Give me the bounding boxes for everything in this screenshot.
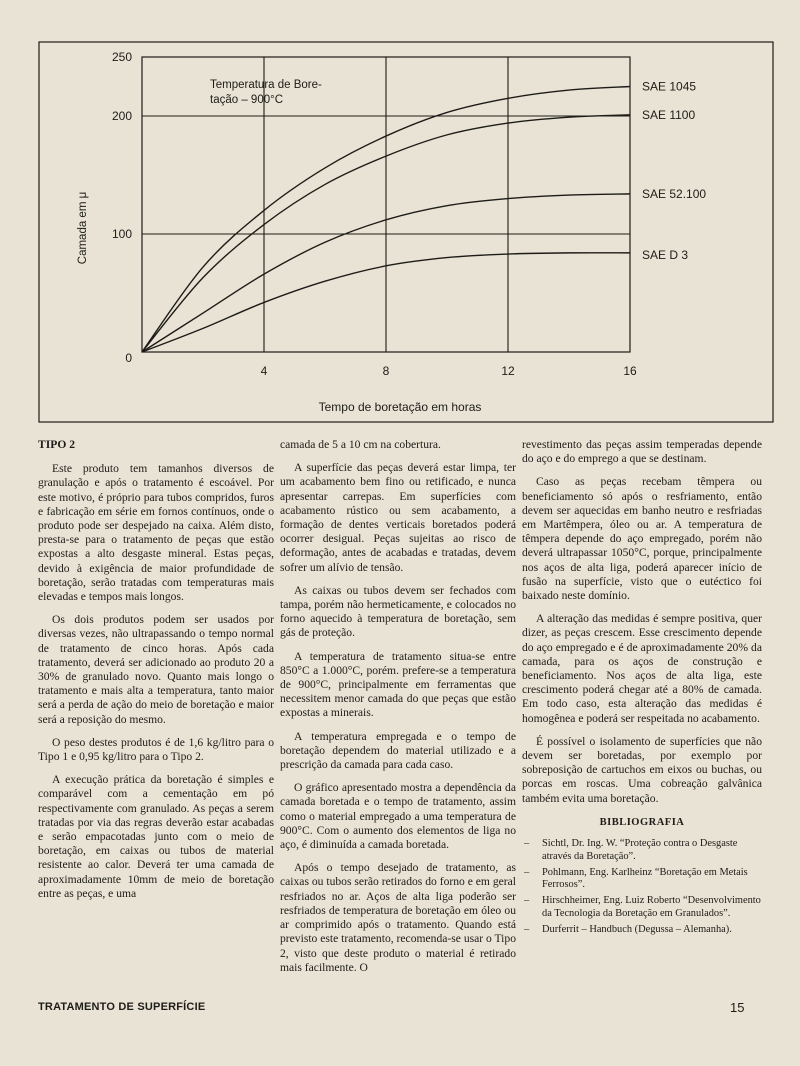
page-number: 15 (730, 1000, 745, 1015)
paragraph: camada de 5 a 10 cm na cobertura. (280, 438, 441, 451)
chart-series (142, 80, 706, 353)
paragraph: O peso destes produtos é de 1,6 kg/litro para o Tipo 1 e 0,95 kg/litro para o Tipo 2. (38, 735, 274, 764)
y-tick-label: 0 (125, 351, 132, 365)
footer-title: TRATAMENTO DE SUPERFÍCIE (38, 1001, 206, 1013)
paragraph: A superfície das peças deverá estar limpa, ter um acabamento bem fino ou retificado, e nunca apresentar carrepas. Em superfícies com acabamento rústico ou sem acabamento, a formação de dentes verticais boretados poderá ocorrer desigual. Peças sujeitas ao risco de deformação, antes de acabadas e tratadas, devem sofrer um alívio de tensão. (280, 461, 516, 574)
x-tick-label: 4 (260, 364, 268, 378)
x-tick-label: 16 (623, 364, 637, 378)
bibliography-title: BIBLIOGRAFIA (599, 816, 685, 828)
chart-ticks (112, 50, 637, 378)
paragraph: A temperatura de tratamento situa-se entre 850°C a 1.000°C, porém. prefere-se a temperatura de 900°C, principalmente em ferramentas que necessitem menor camada do que peças que estão expostas a minerais. (280, 649, 516, 720)
series-label: SAE D 3 (642, 247, 689, 262)
chart-annotation-line-2: tação – 900°C (210, 94, 284, 106)
x-tick-label: 8 (382, 364, 390, 378)
chart-annotation-line-1: Temperatura de Bore- (210, 79, 322, 91)
paragraph: Após o tempo desejado de tratamento, as caixas ou tubos serão retirados do forno e em geral resfriados no ar. Aços de alta liga poderão ser resfriados de temperatura de boretação em óleo ou ar comprimido após o tratamento. Quando está previsto este tratamento, recomenda-se usar o Tipo 2, visto que deste produto o material é retirado mais facilmente. O (280, 861, 517, 974)
bibliography-item: – Durferrit – Handbuch (Degussa – Alemanha). (522, 924, 762, 937)
borating-chart (0, 0, 800, 432)
paragraph: A execução prática da boretação é simples e comparável com a cementação em pó respectivamente com granulado. As peças a serem tratadas por via das regras deverão estar acabadas e serão empacotadas junto com o meio de boretação, em caixas ou tubos de material resistente ao calor. Deverá ter uma camada de aproximadamente 10mm de meio de boretação entre as peças, e uma (38, 773, 274, 900)
paragraph: A temperatura empregada e o tempo de boretação dependem do material utilizado e a prescrição da camada para cada caso. (280, 729, 516, 772)
paragraph: Este produto tem tamanhos diversos de granulação e após o tratamento é escoável. Por este motivo, é próprio para tubos compridos, furos e fabricação em série em fornos contínuos, onde o produto pode ser despejado na caixa. Além disto, presta-se para o tratamento de peças que estão expostas a alto desgaste mineral. Estas peças, devido à exigência de maior profundidade de boretação, serão tratadas com temperaturas mais elevadas e tempos mais longos. (38, 462, 274, 604)
chart-frame (39, 42, 773, 422)
series-label: SAE 52.100 (642, 186, 707, 201)
paragraph: Os dois produtos podem ser usados por diversas vezes, não ultrapassando o tempo normal de tratamento de cinco horas. Após cada tratamento, deverá ser adicionado ao produto 20 a 30% de granulado novo. Quanto mais longo o tratamento e mais alta a temperatura, tanto maior será a perda de ação do meio de boretação e maior será a reposição do mesmo. (38, 613, 274, 726)
paragraph: É possível o isolamento de superfícies que não devem ser boretadas, por exemplo por sobreposição de cartuchos em eixos ou buchas, ou porcas em roscas. Uma cobreação galvânica também evita uma boretação. (522, 734, 762, 805)
y-tick-label: 250 (111, 50, 132, 64)
paragraph: revestimento das peças assim temperadas depende do aço e do emprego a que se destinam. (522, 438, 762, 466)
paragraph: Caso as peças recebam têmpera ou beneficiamento só após o resfriamento, então devem ser aquecidas em banho neutro e resfriadas em Martêmpera, óleo ou ar. A temperatura de têmpera depende do aço empregado, porém não deverá ultrapassar 1050°C, porque, principalmente nos aços de alta liga, poderá aparecer início de fusão na superfície, visto que o eutéctico foi baixado neste domínio. (522, 475, 762, 603)
y-tick-label: 200 (111, 109, 132, 123)
x-axis-label: Tempo de boretação em horas (318, 400, 482, 414)
paragraph: A alteração das medidas é sempre positiva, quer dizer, as peças crescem. Esse crescimento depende do aço empregado e é de aproximadamente 20% da camada, para os aços de construção e beneficiamento. Nos aços de alta liga, este crescimento poderá chegar até a 80% de camada. Em todo caso, esta alteração das medidas é homogênea e poderá ser respeitada no acabamento. (522, 612, 762, 725)
text-column-3 (522, 438, 762, 940)
x-tick-label: 12 (501, 364, 515, 378)
y-axis-label: Camada em μ (77, 191, 89, 265)
y-tick-label: 100 (111, 227, 132, 241)
text-column-1 (38, 438, 274, 910)
series-label: SAE 1045 (642, 79, 697, 94)
text-column-2 (280, 438, 516, 984)
bibliography-item: – Pohlmann, Eng. Karlheinz “Boretação em Metais Ferrosos”. (522, 867, 762, 893)
paragraph: As caixas ou tubos devem ser fechados com tampa, porém não hermeticamente, e colocados no forno aquecido à temperatura de boretação, sem gás de proteção. (280, 583, 516, 640)
bibliography-list (522, 838, 762, 937)
series-label: SAE 1100 (642, 107, 696, 122)
paragraph: O gráfico apresentado mostra a dependência da camada boretada e o tempo de tratamento, assim como o material empregado a uma temperatura de 900°C. Com o aumento dos elementos de liga no aço, é diminuída a camada boretada. (280, 781, 516, 852)
section-heading: TIPO 2 (38, 438, 76, 451)
bibliography-item: – Sichtl, Dr. Ing. W. “Proteção contra o Desgaste através da Boretação”. (522, 838, 762, 864)
bibliography-item: – Hirschheimer, Eng. Luiz Roberto “Desenvolvimento da Tecnologia da Boretação em Granulados”. (522, 895, 762, 921)
